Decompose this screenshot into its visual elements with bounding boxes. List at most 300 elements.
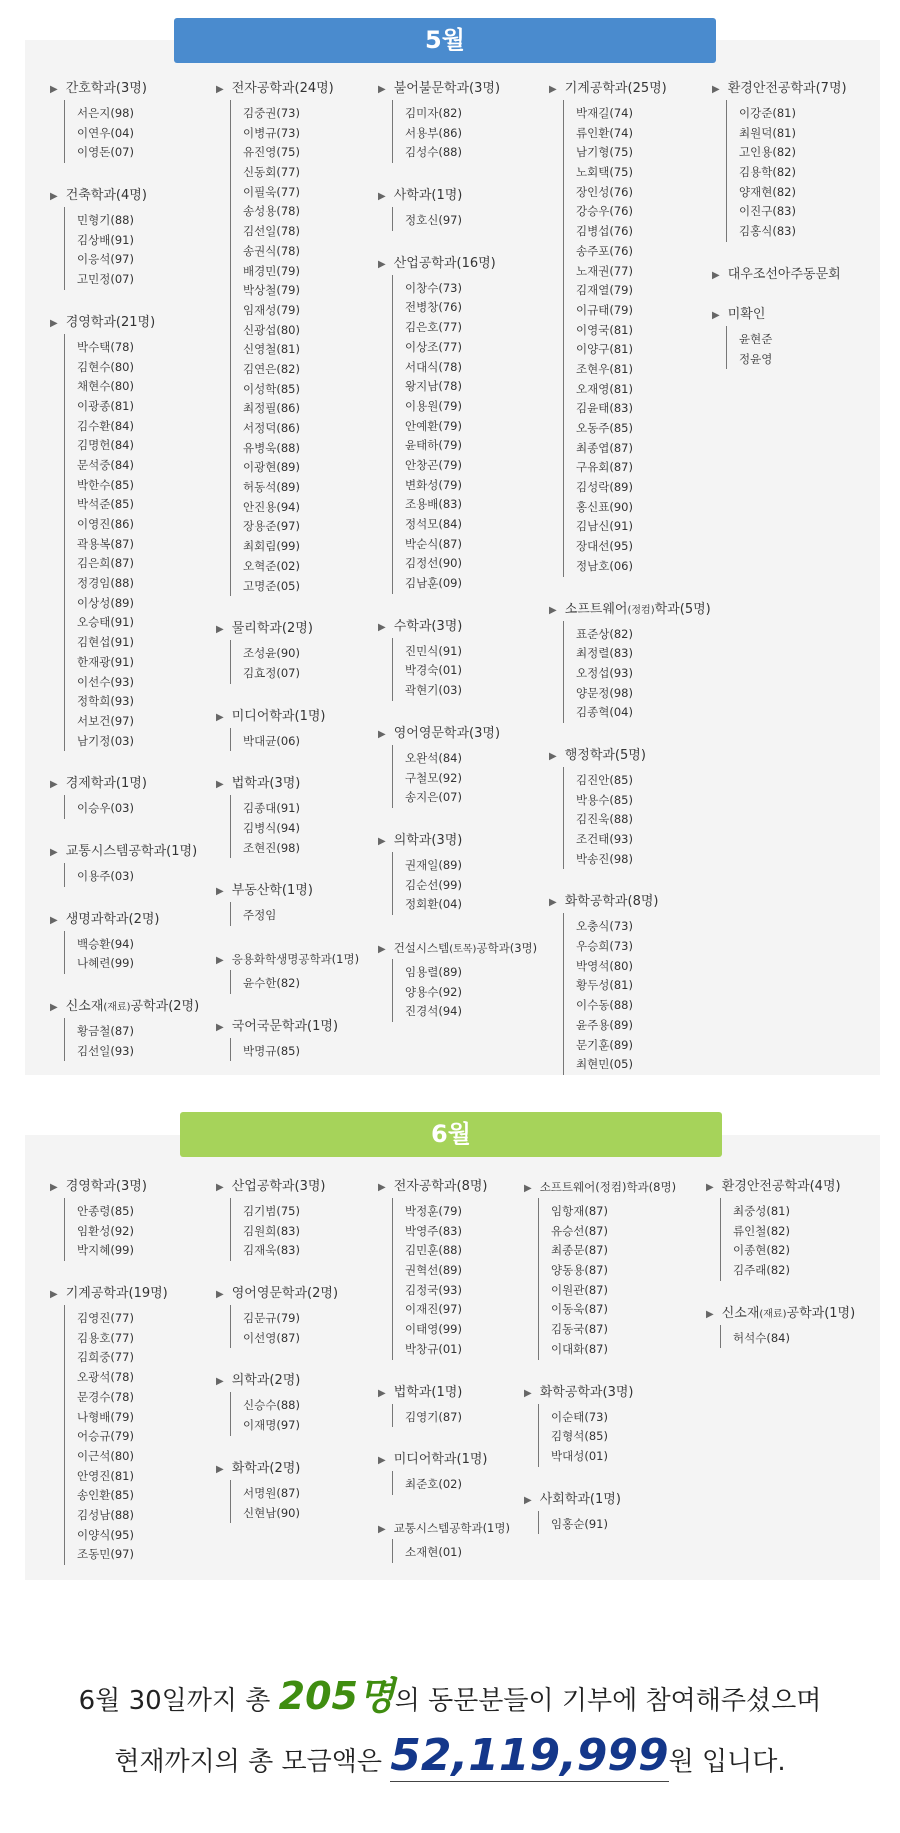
department-title [216,1016,386,1038]
total-amount: 52,119,999 [390,1730,669,1781]
donor-name: 박영석(80) [576,958,633,973]
triangle-right-icon: ▶ [378,621,386,633]
donor-name: 윤주용(89) [576,1017,633,1032]
donor-name: 백승환(94) [77,936,134,951]
department-name: 경제학과(1명) [65,776,147,792]
department-name-suffix: 공학과(1명) [786,1305,856,1321]
donor-name: 서명원(87) [243,1485,300,1500]
donor-name: 류인철(82) [733,1223,790,1238]
department-name: 생명과학과(2명) [65,911,160,927]
name-list [563,913,719,1075]
donor-name: 김홍식(83) [739,224,796,239]
department-name: 대우조선아주동문회 [727,266,841,282]
donor-name: 최종엽(87) [576,440,633,455]
donor-name: 박경숙(01) [405,663,462,678]
donor-name: 박창규(01) [405,1341,462,1356]
department-group [216,1176,396,1261]
name-list [720,1198,886,1281]
donor-name: 허석수(84) [733,1330,790,1345]
department-title [216,948,386,970]
donor-name: 왕지남(78) [405,379,462,394]
donor-name: 신현남(90) [243,1505,300,1520]
department-group [50,1283,230,1565]
department-group [216,1458,396,1523]
name-list [392,745,548,808]
donor-name: 이창수(73) [405,280,462,295]
donor-name: 김상배(91) [77,232,134,247]
donor-name: 송인환(85) [77,1488,134,1503]
donor-name: 김동국(87) [551,1322,608,1337]
department-group [216,706,386,752]
name-list [392,275,548,594]
donor-name: 정학희(93) [77,694,134,709]
triangle-right-icon: ▶ [50,1289,58,1301]
department-title [216,618,386,640]
department-name: 기계공학과(25명) [564,81,667,96]
department-name: 법학과(3명) [231,776,301,792]
donor-name: 곽용복(87) [77,536,134,551]
department-group [706,1176,886,1281]
department-name-suffix: 공학과(3명) [476,940,538,955]
donor-name: 오광석(78) [77,1370,134,1385]
department-name: 응용화학생명공학과(1명) [231,952,360,966]
donor-name: 김형석(85) [551,1429,608,1444]
donor-name: 최현민(05) [576,1057,633,1072]
donor-name: 홍신표(90) [576,499,633,514]
name-list [230,1392,396,1435]
name-list [726,100,882,242]
donor-name: 구철모(92) [405,770,462,785]
name-list [563,767,719,869]
department-group [549,745,719,869]
donor-name: 김윤태(83) [576,401,633,416]
triangle-right-icon: ▶ [50,84,58,95]
triangle-right-icon: ▶ [50,1182,58,1193]
triangle-right-icon: ▶ [216,1182,224,1193]
donor-name: 이상성(89) [77,595,134,610]
department-group [378,937,548,1022]
donor-name: 주정임 [243,908,277,923]
donor-name: 이광종(81) [77,398,134,413]
department-group [378,830,548,915]
june-column [216,1176,396,1545]
donor-name: 김남훈(09) [405,576,462,591]
department-name: 화학과(2명) [231,1460,301,1476]
donor-name: 김재열(79) [576,283,633,298]
donor-name: 김문규(79) [243,1311,300,1326]
triangle-right-icon: ▶ [216,624,224,636]
triangle-right-icon: ▶ [378,1523,386,1535]
department-group [50,185,220,290]
donor-name: 이재진(97) [405,1302,462,1317]
donor-name: 김선일(78) [243,224,300,239]
department-name: 환경안전공학과(4명) [721,1179,841,1194]
donor-name: 곽현기(03) [405,683,462,698]
donor-name: 김희중(77) [77,1350,134,1365]
donor-name: 조현진(98) [243,840,300,855]
donor-name: 임항재(87) [551,1204,608,1218]
donor-name: 이선영(87) [243,1330,300,1345]
donor-name: 최종문(87) [551,1243,608,1258]
name-list [563,621,719,723]
donor-name: 정회환(04) [405,897,462,912]
department-name: 신소재 [721,1305,760,1321]
donor-name: 임재성(79) [243,302,300,317]
donor-name: 서정덕(86) [243,421,300,435]
donor-name: 강승우(76) [576,204,633,219]
donor-name: 권재일(89) [405,857,462,872]
donor-name: 이대화(87) [551,1341,608,1356]
department-title [524,1176,704,1198]
triangle-right-icon: ▶ [378,728,386,740]
triangle-right-icon: ▶ [549,604,557,616]
name-list [64,100,220,163]
donor-name: 신광섭(80) [243,322,300,337]
name-list [230,795,386,858]
triangle-right-icon: ▶ [378,84,386,95]
donor-name: 진민식(91) [405,643,462,658]
department-title [524,1382,704,1404]
department-title [712,304,882,326]
department-title [50,1176,230,1198]
donor-name: 정경임(88) [77,576,134,591]
department-title [50,312,220,334]
department-title [549,599,719,621]
donor-name: 이종현(82) [733,1243,790,1258]
department-title [216,1176,396,1198]
donor-name: 김선일(93) [77,1043,134,1058]
name-list [64,1198,230,1261]
department-title [216,1283,396,1305]
department-name: 법학과(1명) [393,1384,463,1400]
department-group [216,880,386,926]
donor-name: 오재영(81) [576,381,633,396]
triangle-right-icon: ▶ [216,1463,224,1475]
name-list [230,902,386,926]
donor-name: 김순선(99) [405,877,462,892]
triangle-right-icon: ▶ [216,1289,224,1301]
department-title [50,841,220,863]
donor-name: 안종령(85) [77,1204,134,1218]
donor-name: 송권식(78) [243,243,300,258]
department-group [50,909,220,974]
department-title [216,773,386,795]
name-list [64,863,220,887]
donor-name: 이선수(93) [77,674,134,689]
donor-name: 배경민(79) [243,263,300,278]
name-list [392,852,548,915]
triangle-right-icon: ▶ [216,1376,224,1388]
department-name: 화학공학과(3명) [539,1384,634,1400]
donor-name: 정호신(97) [405,213,462,228]
donor-name: 김연은(82) [243,361,300,376]
name-list [64,334,220,751]
donor-name: 조건태(93) [576,832,633,846]
donor-name: 어승규(79) [77,1429,134,1444]
donor-name: 정윤영 [739,351,773,366]
name-list [563,100,719,577]
triangle-right-icon: ▶ [216,886,224,898]
donor-name: 이동욱(87) [551,1302,608,1317]
department-title [216,1458,396,1480]
donor-name: 최회림(99) [243,539,300,554]
department-title [378,616,548,638]
department-title [706,1176,886,1198]
june-column [706,1176,886,1370]
donor-name: 이용원(79) [405,398,462,413]
department-title [50,996,220,1018]
department-group [712,78,882,242]
triangle-right-icon: ▶ [549,897,557,909]
name-list [230,1480,396,1523]
donor-name: 이영진(86) [77,517,134,531]
donor-name: 오충식(73) [576,919,633,934]
department-name: 수학과(3명) [393,618,463,634]
donor-name: 서보건(97) [77,713,134,728]
summary-text: 의 동문분들이 기부에 참여해주셨으며 [394,1686,822,1716]
donor-name: 이승우(03) [77,801,134,816]
department-title [378,937,548,959]
donor-name: 박수택(78) [77,339,134,354]
triangle-right-icon: ▶ [50,317,58,329]
donor-name: 이근석(80) [77,1448,134,1463]
donor-name: 오승태(91) [77,615,134,630]
summary-line-2 [0,1730,900,1781]
may-column [216,78,386,1083]
department-name: 전자공학과(8명) [393,1179,488,1194]
department-name: 신소재 [65,999,104,1014]
department-name: 물리학과(2명) [231,621,313,637]
donor-name: 이규태(79) [576,302,633,317]
department-group [378,185,548,231]
donor-name: 이강준(81) [739,106,796,120]
donor-name: 박한수(85) [77,477,134,492]
donor-name: 오혁준(02) [243,558,300,573]
triangle-right-icon: ▶ [216,1021,224,1033]
name-list [230,1305,396,1348]
triangle-right-icon: ▶ [378,1182,386,1193]
donor-name: 서대식(78) [405,359,462,374]
donor-name: 최정필(86) [243,401,300,416]
name-list [230,1198,396,1261]
department-name: 소프트웨어 [564,601,628,617]
triangle-right-icon: ▶ [216,779,224,791]
donor-name: 류인환(74) [576,125,633,140]
department-group [50,312,220,751]
triangle-right-icon: ▶ [378,835,386,847]
donor-name: 양용수(92) [405,984,462,999]
donor-name: 김현섭(91) [77,635,134,650]
donor-name: 김성수(88) [405,145,462,160]
name-list [538,1198,704,1360]
department-group [50,996,220,1061]
donor-name: 문경수(78) [77,1389,134,1404]
department-title [50,773,220,795]
department-title [50,909,220,931]
donor-name: 김정선(90) [405,556,462,571]
triangle-right-icon: ▶ [216,711,224,723]
department-group [549,891,719,1075]
donor-name: 이영돈(07) [77,145,134,160]
donor-name: 서은지(98) [77,106,134,120]
donor-name: 김용학(82) [739,165,796,180]
donor-name: 구유회(87) [576,460,633,475]
donor-name: 김진안(85) [576,772,633,787]
name-list [64,1018,220,1061]
department-name: 교통시스템공학과(1명) [65,843,198,859]
triangle-right-icon: ▶ [50,846,58,858]
triangle-right-icon: ▶ [549,84,557,95]
triangle-right-icon: ▶ [378,943,386,955]
donor-name: 노재권(77) [576,263,633,278]
donor-name: 오동주(85) [576,421,633,435]
donor-name: 김성남(88) [77,1507,134,1522]
donor-name: 김병식(94) [243,820,300,835]
donor-name: 안예환(79) [405,418,462,433]
name-list [64,795,220,819]
donor-name: 김성락(89) [576,480,633,495]
donor-name: 윤수한(82) [243,976,300,990]
department-name: 미디어학과(1명) [231,708,326,724]
donor-name: 김진욱(88) [576,812,633,827]
department-title [549,78,719,100]
donor-name: 이순태(73) [551,1409,608,1424]
donor-name: 안진용(94) [243,499,300,514]
triangle-right-icon: ▶ [50,914,58,926]
donor-name: 안영진(81) [77,1468,134,1483]
donor-name: 우승희(73) [576,939,633,954]
donor-name: 고민정(07) [77,272,134,287]
summary-line-1 [0,1665,900,1720]
donor-name: 정석모(84) [405,517,462,531]
donor-name: 신동회(77) [243,165,300,180]
department-group [216,773,386,858]
department-group [50,1176,230,1261]
name-list [230,100,386,596]
donor-name: 장용준(97) [243,519,300,534]
department-name: 산업공학과(16명) [393,255,496,271]
donor-name: 안창곤(79) [405,457,462,472]
donor-name: 문석중(84) [77,457,134,472]
donor-name: 이수동(88) [576,998,633,1013]
department-title [216,880,386,902]
department-name: 경영학과(3명) [65,1179,147,1194]
department-name-note: (재료) [759,1308,787,1320]
triangle-right-icon: ▶ [549,750,557,762]
donor-name: 박재길(74) [576,106,633,120]
department-name: 부동산학(1명) [231,883,313,899]
donor-name: 나형배(79) [77,1409,134,1424]
donor-name: 이진구(83) [739,204,796,219]
triangle-right-icon: ▶ [524,1494,532,1506]
department-name: 국어국문학과(1명) [231,1018,339,1034]
donor-name: 이병규(73) [243,125,300,140]
donor-name: 유승선(87) [551,1223,608,1238]
triangle-right-icon: ▶ [216,955,224,966]
may-column [378,78,548,1044]
donor-name: 고명준(05) [243,578,300,593]
triangle-right-icon: ▶ [712,309,720,321]
name-list [64,207,220,290]
donor-name: 김재욱(83) [243,1243,300,1258]
department-title [216,78,386,100]
donor-name: 노회택(75) [576,165,633,180]
donor-name: 송지은(07) [405,790,462,805]
donor-name: 변화성(79) [405,477,462,492]
department-title [378,723,548,745]
donor-name: 장인성(76) [576,184,633,199]
department-name: 교통시스템공학과(1명) [393,1520,510,1535]
donor-name: 서용부(86) [405,125,462,140]
donor-name: 이재명(97) [243,1418,300,1433]
donor-name: 김기범(75) [243,1204,300,1218]
may-column [549,78,719,1097]
donor-name: 양동용(87) [551,1263,608,1278]
department-name-note: (정컴) [627,604,655,616]
department-title [378,830,548,852]
department-title [50,1283,230,1305]
donor-name: 신영철(81) [243,342,300,357]
may-column [50,78,220,1083]
triangle-right-icon: ▶ [706,1308,714,1320]
name-list [392,100,548,163]
department-name: 전자공학과(24명) [231,81,334,96]
donor-name: 남기형(75) [576,145,633,160]
triangle-right-icon: ▶ [712,269,720,281]
department-name-suffix: 공학과(2명) [130,999,200,1014]
donor-name: 김은호(77) [405,320,462,335]
donor-count: 205명 [278,1674,395,1718]
department-title [378,185,548,207]
donor-name: 박명규(85) [243,1043,300,1058]
donor-name: 박석준(85) [77,497,134,512]
donor-name: 최중성(81) [733,1204,790,1218]
june-column [50,1176,230,1587]
department-group [216,78,386,596]
may-banner: 5월 [174,18,716,63]
donor-name: 김미자(82) [405,106,462,120]
department-name: 영어영문학과(2명) [231,1286,339,1302]
donor-name: 김영진(77) [77,1311,134,1326]
donor-name: 김민훈(88) [405,1243,462,1258]
name-list [720,1325,886,1349]
donor-name: 고인용(82) [739,145,796,160]
department-title [216,1370,396,1392]
donor-name: 조성윤(90) [243,646,300,661]
donor-name: 권혁선(89) [405,1263,462,1278]
department-group [216,948,386,994]
department-name: 의학과(3명) [393,832,463,848]
donor-name: 이용주(03) [77,868,134,883]
donor-name: 김중권(73) [243,106,300,120]
donor-name: 이필욱(77) [243,184,300,199]
donor-name: 김남신(91) [576,519,633,534]
donor-name: 윤현준 [739,331,773,346]
department-title [378,78,548,100]
donor-name: 김현수(80) [77,359,134,374]
donor-name: 허동석(89) [243,480,300,495]
department-title [216,706,386,728]
donor-name: 김종대(91) [243,801,300,816]
department-name: 경영학과(21명) [65,314,156,330]
donor-name: 정남호(06) [576,558,633,573]
donor-name: 이양구(81) [576,342,633,357]
name-list [392,207,548,231]
donor-name: 김은희(87) [77,556,134,571]
name-list [64,931,220,974]
department-group [50,773,220,819]
department-group [549,78,719,577]
